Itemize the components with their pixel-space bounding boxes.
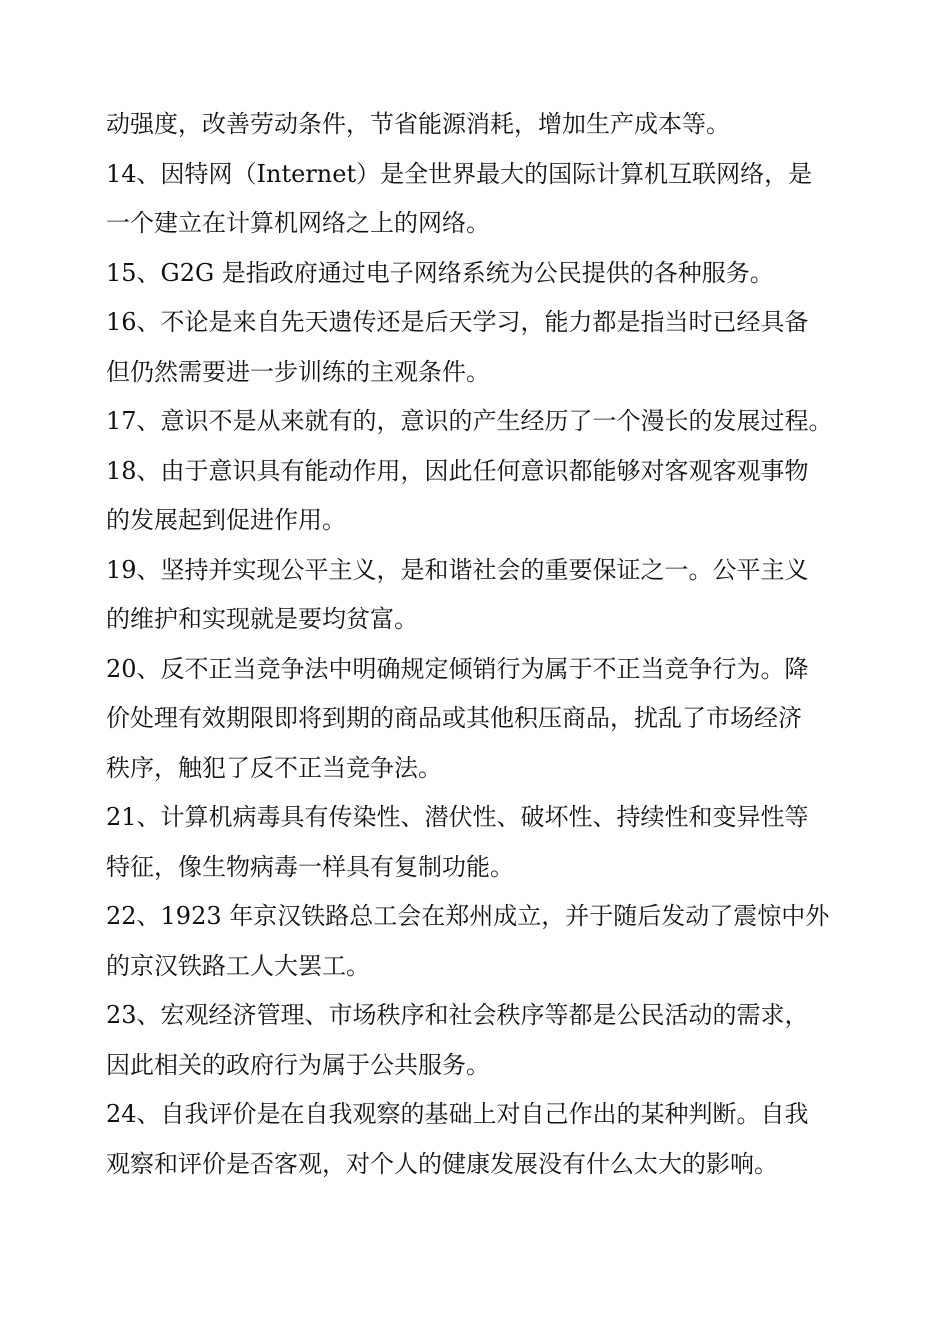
- text-line: 的维护和实现就是要均贫富。: [106, 605, 418, 633]
- text-line: 14、因特网（Internet）是全世界最大的国际计算机互联网络，是: [106, 159, 813, 188]
- text-line: 15、G2G 是指政府通过电子网络系统为公民提供的各种服务。: [106, 258, 774, 287]
- text-line: 23、宏观经济管理、市场秩序和社会秩序等都是公民活动的需求，: [106, 1001, 809, 1029]
- text-line: 特征，像生物病毒一样具有复制功能。: [106, 852, 514, 881]
- document-body: [106, 100, 851, 1189]
- text-line: 18、由于意识具有能动作用，因此任何意识都能够对客观客观事物: [106, 456, 809, 485]
- text-line: 一个建立在计算机网络之上的网络。: [106, 209, 490, 237]
- text-line: 16、不论是来自先天遗传还是后天学习，能力都是指当时已经具备: [106, 308, 809, 336]
- text-line: 17、意识不是从来就有的，意识的产生经历了一个漫长的发展过程。: [106, 407, 833, 435]
- text-line: 20、反不正当竞争法中明确规定倾销行为属于不正当竞争行为。降: [106, 654, 809, 683]
- text-line: 的京汉铁路工人大罢工。: [106, 951, 370, 980]
- text-line: 19、坚持并实现公平主义，是和谐社会的重要保证之一。公平主义: [106, 555, 809, 584]
- text-line: 的发展起到促进作用。: [106, 506, 346, 534]
- text-line: 价处理有效期限即将到期的商品或其他积压商品，扰乱了市场经济: [106, 704, 802, 732]
- text-line: 观察和评价是否客观，对个人的健康发展没有什么太大的影响。: [106, 1149, 778, 1178]
- text-line: 22、1923 年京汉铁路总工会在郑州成立，并于随后发动了震惊中外: [106, 902, 830, 930]
- text-line: 但仍然需要进一步训练的主观条件。: [106, 357, 490, 386]
- text-line: 因此相关的政府行为属于公共服务。: [106, 1050, 490, 1079]
- text-line: 24、自我评价是在自我观察的基础上对自己作出的某种判断。自我: [106, 1100, 809, 1128]
- text-line: 21、计算机病毒具有传染性、潜伏性、破坏性、持续性和变异性等: [106, 803, 809, 831]
- text-line: 秩序，触犯了反不正当竞争法。: [106, 753, 442, 782]
- text-line: 动强度，改善劳动条件，节省能源消耗，增加生产成本等。: [106, 110, 730, 138]
